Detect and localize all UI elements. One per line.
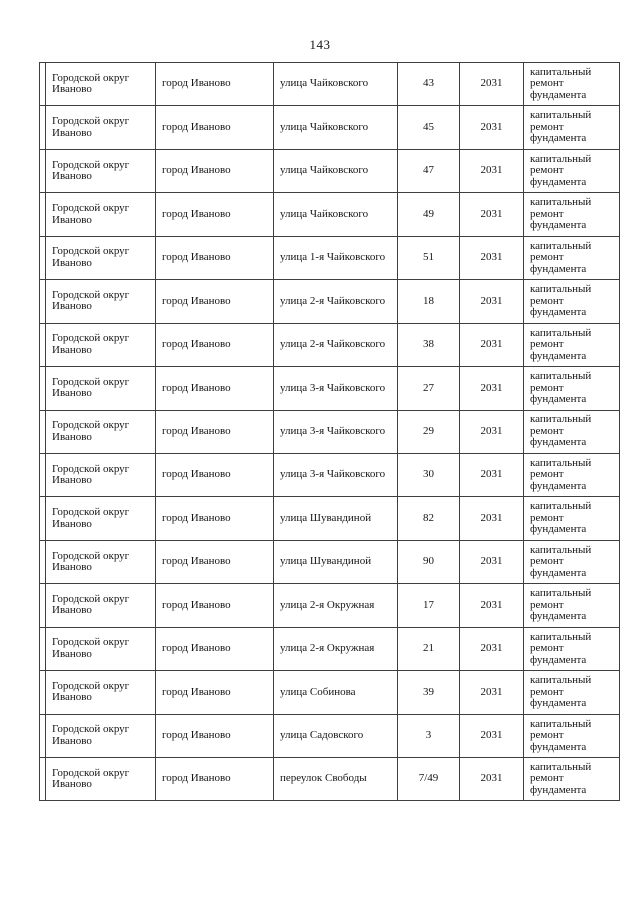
cell-street: улица Шувандиной — [274, 540, 398, 583]
table-row — [40, 497, 620, 540]
table-row — [40, 671, 620, 714]
cell-work-type: капитальный ремонт фундамента — [524, 410, 620, 453]
table-row — [40, 453, 620, 496]
table-row — [40, 106, 620, 149]
page-number: 143 — [309, 37, 331, 52]
cell-street: улица Чайковского — [274, 149, 398, 192]
cell-city: город Иваново — [156, 367, 274, 410]
cell-house-number: 49 — [398, 193, 460, 236]
cell-house-number: 27 — [398, 367, 460, 410]
cell-municipality: Городской округ Иваново — [46, 280, 156, 323]
cell-street: улица Чайковского — [274, 106, 398, 149]
cell-year: 2031 — [460, 714, 524, 757]
cell-municipality: Городской округ Иваново — [46, 453, 156, 496]
cell-year: 2031 — [460, 280, 524, 323]
cell-city: город Иваново — [156, 323, 274, 366]
cell-work-type: капитальный ремонт фундамента — [524, 106, 620, 149]
cell-street: улица 1-я Чайковского — [274, 236, 398, 279]
table-row — [40, 280, 620, 323]
cell-house-number: 51 — [398, 236, 460, 279]
table-row — [40, 367, 620, 410]
cell-street: улица Собинова — [274, 671, 398, 714]
cell-municipality: Городской округ Иваново — [46, 236, 156, 279]
cell-year: 2031 — [460, 193, 524, 236]
cell-street: переулок Свободы — [274, 758, 398, 801]
cell-city: город Иваново — [156, 280, 274, 323]
cell-house-number: 45 — [398, 106, 460, 149]
cell-city: город Иваново — [156, 453, 274, 496]
cell-work-type: капитальный ремонт фундамента — [524, 627, 620, 670]
cell-municipality: Городской округ Иваново — [46, 323, 156, 366]
cell-city: город Иваново — [156, 758, 274, 801]
table-row — [40, 584, 620, 627]
cell-year: 2031 — [460, 236, 524, 279]
cell-city: город Иваново — [156, 410, 274, 453]
cell-street: улица 3-я Чайковского — [274, 367, 398, 410]
cell-work-type: капитальный ремонт фундамента — [524, 758, 620, 801]
table-row — [40, 410, 620, 453]
cell-municipality: Городской округ Иваново — [46, 714, 156, 757]
table-row — [40, 540, 620, 583]
cell-year: 2031 — [460, 367, 524, 410]
cell-municipality: Городской округ Иваново — [46, 497, 156, 540]
cell-work-type: капитальный ремонт фундамента — [524, 236, 620, 279]
table-row — [40, 323, 620, 366]
cell-house-number: 43 — [398, 63, 460, 106]
cell-year: 2031 — [460, 540, 524, 583]
cell-city: город Иваново — [156, 63, 274, 106]
cell-year: 2031 — [460, 497, 524, 540]
cell-city: город Иваново — [156, 149, 274, 192]
cell-city: город Иваново — [156, 584, 274, 627]
cell-house-number: 21 — [398, 627, 460, 670]
cell-street: улица 2-я Чайковского — [274, 280, 398, 323]
cell-year: 2031 — [460, 149, 524, 192]
table-row — [40, 63, 620, 106]
cell-work-type: капитальный ремонт фундамента — [524, 367, 620, 410]
cell-municipality: Городской округ Иваново — [46, 584, 156, 627]
cell-year: 2031 — [460, 410, 524, 453]
table-row — [40, 193, 620, 236]
repair-program-table — [39, 62, 620, 801]
cell-work-type: капитальный ремонт фундамента — [524, 584, 620, 627]
cell-house-number: 47 — [398, 149, 460, 192]
cell-year: 2031 — [460, 323, 524, 366]
cell-year: 2031 — [460, 671, 524, 714]
cell-municipality: Городской округ Иваново — [46, 193, 156, 236]
cell-work-type: капитальный ремонт фундамента — [524, 453, 620, 496]
cell-city: город Иваново — [156, 671, 274, 714]
table-row — [40, 236, 620, 279]
cell-year: 2031 — [460, 758, 524, 801]
cell-city: город Иваново — [156, 627, 274, 670]
cell-work-type: капитальный ремонт фундамента — [524, 193, 620, 236]
cell-work-type: капитальный ремонт фундамента — [524, 540, 620, 583]
cell-city: город Иваново — [156, 714, 274, 757]
cell-year: 2031 — [460, 106, 524, 149]
cell-municipality: Городской округ Иваново — [46, 63, 156, 106]
cell-house-number: 30 — [398, 453, 460, 496]
cell-city: город Иваново — [156, 236, 274, 279]
cell-work-type: капитальный ремонт фундамента — [524, 323, 620, 366]
table-body — [40, 63, 620, 801]
cell-year: 2031 — [460, 627, 524, 670]
cell-work-type: капитальный ремонт фундамента — [524, 63, 620, 106]
cell-year: 2031 — [460, 63, 524, 106]
cell-house-number: 90 — [398, 540, 460, 583]
cell-municipality: Городской округ Иваново — [46, 106, 156, 149]
cell-house-number: 39 — [398, 671, 460, 714]
cell-work-type: капитальный ремонт фундамента — [524, 280, 620, 323]
cell-city: город Иваново — [156, 497, 274, 540]
cell-municipality: Городской округ Иваново — [46, 410, 156, 453]
cell-municipality: Городской округ Иваново — [46, 758, 156, 801]
cell-city: город Иваново — [156, 540, 274, 583]
cell-year: 2031 — [460, 584, 524, 627]
cell-house-number: 29 — [398, 410, 460, 453]
cell-street: улица 2-я Окружная — [274, 627, 398, 670]
cell-house-number: 18 — [398, 280, 460, 323]
cell-municipality: Городской округ Иваново — [46, 671, 156, 714]
cell-house-number: 82 — [398, 497, 460, 540]
cell-house-number: 38 — [398, 323, 460, 366]
cell-house-number: 17 — [398, 584, 460, 627]
cell-street: улица Садовского — [274, 714, 398, 757]
table-row — [40, 627, 620, 670]
cell-street: улица Чайковского — [274, 63, 398, 106]
cell-street: улица Шувандиной — [274, 497, 398, 540]
cell-work-type: капитальный ремонт фундамента — [524, 149, 620, 192]
cell-city: город Иваново — [156, 106, 274, 149]
table-row — [40, 149, 620, 192]
cell-city: город Иваново — [156, 193, 274, 236]
cell-municipality: Городской округ Иваново — [46, 367, 156, 410]
cell-street: улица 3-я Чайковского — [274, 410, 398, 453]
cell-street: улица 2-я Окружная — [274, 584, 398, 627]
cell-municipality: Городской округ Иваново — [46, 149, 156, 192]
cell-street: улица 2-я Чайковского — [274, 323, 398, 366]
cell-work-type: капитальный ремонт фундамента — [524, 671, 620, 714]
cell-street: улица Чайковского — [274, 193, 398, 236]
cell-house-number: 3 — [398, 714, 460, 757]
cell-work-type: капитальный ремонт фундамента — [524, 714, 620, 757]
cell-street: улица 3-я Чайковского — [274, 453, 398, 496]
table-row — [40, 758, 620, 801]
table-row — [40, 714, 620, 757]
cell-municipality: Городской округ Иваново — [46, 540, 156, 583]
cell-house-number: 7/49 — [398, 758, 460, 801]
cell-work-type: капитальный ремонт фундамента — [524, 497, 620, 540]
cell-year: 2031 — [460, 453, 524, 496]
cell-municipality: Городской округ Иваново — [46, 627, 156, 670]
